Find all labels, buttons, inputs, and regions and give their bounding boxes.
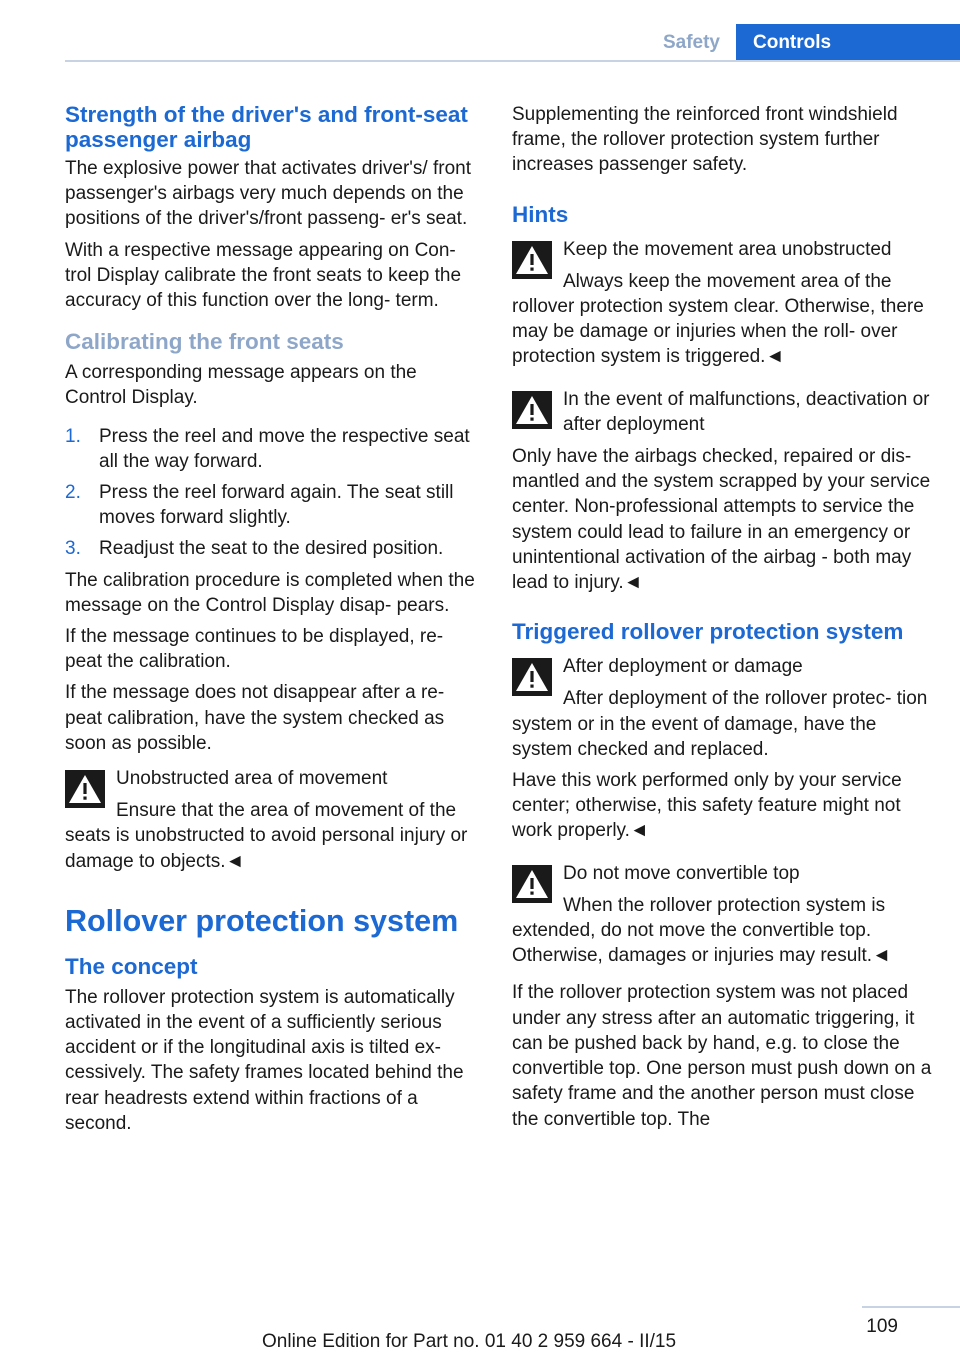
paragraph: A corresponding message appears on the Control Display. xyxy=(65,362,417,409)
warning-text: Ensure that the area of movement of the seats is unobstructed to avoid personal injury or damage to objects.◄ xyxy=(65,800,468,872)
warning-title: In the event of malfunctions, deactivation or after deployment xyxy=(563,388,930,435)
footer-divider xyxy=(862,1306,960,1308)
paragraph: With a respective message appearing on Con‐ trol Display calibrate the front seats to keep the accuracy of this function over the long- term. xyxy=(65,239,462,312)
paragraph: If the rollover protection system was not placed under any stress after an automatic triggering, it can be pushed back by hand, e.g. to close the convertible top. One person must push down on a safety frame and the another person must close the convertible top. The xyxy=(512,982,932,1130)
header-chapter-controls: Controls xyxy=(736,24,960,61)
calibration-steps xyxy=(65,424,483,562)
heading-rollover-protection: Rollover protection system xyxy=(65,903,459,938)
warning-triangle-icon xyxy=(65,770,105,808)
paragraph: The calibration procedure is completed when the message on the Control Display disap‐ pears. xyxy=(65,569,475,616)
step-text: Readjust the seat to the desired position. xyxy=(99,538,444,560)
warning-block xyxy=(512,387,932,596)
list-item xyxy=(65,480,483,530)
warning-block xyxy=(65,766,483,874)
warning-text: After deployment of the rollover protec‐ tion system or in the event of damage, have the system checked and replaced. xyxy=(512,688,928,760)
page-number: 109 xyxy=(866,1316,898,1337)
paragraph: Supplementing the reinforced front windshield frame, the rollover protection system further increases passenger safety. xyxy=(512,104,898,176)
step-number: 3. xyxy=(65,538,81,560)
edition-note: Online Edition for Part no. 01 40 2 959 664 - II/15 xyxy=(262,1331,677,1352)
right-column xyxy=(512,102,932,1138)
heading-airbag-strength: Strength of the driver's and front-seat passenger airbag xyxy=(65,102,468,152)
heading-triggered-rollover: Triggered rollover protection system xyxy=(512,619,904,645)
warning-title: Do not move convertible top xyxy=(563,862,800,884)
page-header xyxy=(0,0,960,62)
warning-title: After deployment or damage xyxy=(563,656,803,678)
paragraph: The explosive power that activates driver's/ front passenger's airbags very much depends on the positions of the driver's/front passeng‐ er's seat. xyxy=(65,158,471,230)
warning-block xyxy=(512,237,932,370)
warning-triangle-icon xyxy=(512,865,552,903)
list-item xyxy=(65,424,483,474)
step-number: 1. xyxy=(65,425,81,447)
paragraph: If the message does not disappear after a re‐ peat calibration, have the system checked as soon as possible. xyxy=(65,682,445,754)
warning-text: When the rollover protection system is extended, do not move the convertible top. Otherwise, damages or injuries may result.◄ xyxy=(512,894,891,967)
heading-hints: Hints xyxy=(512,201,569,227)
paragraph: The rollover protection system is automatically activated in the event of a sufficiently serious accident or if the longitudinal axis is tilted ex‐ cessively. The safety frames located behind the rear headrests extend within fractions of a second. xyxy=(65,986,464,1134)
left-column xyxy=(65,102,483,1142)
warning-block xyxy=(512,861,932,969)
heading-concept: The concept xyxy=(65,953,198,979)
header-divider xyxy=(65,60,960,62)
warning-text: Only have the airbags checked, repaired or dis‐ mantled and the system scrapped by your service center. Non-professional attempts to service the system could lead to failure in an emergency or unintentional activation of the airbag - both may lead to injury.◄ xyxy=(512,446,931,594)
step-text: Press the reel and move the respective seat all the way forward. xyxy=(99,425,470,472)
paragraph: Have this work performed only by your service center; otherwise, this safety feature might not work properly.◄ xyxy=(512,770,902,842)
warning-title: Keep the movement area unobstructed xyxy=(563,238,892,260)
header-section-safety: Safety xyxy=(662,32,720,53)
step-number: 2. xyxy=(65,482,81,504)
warning-block xyxy=(512,654,932,762)
step-text: Press the reel forward again. The seat still moves forward slightly. xyxy=(99,482,454,529)
warning-triangle-icon xyxy=(512,658,552,696)
warning-triangle-icon xyxy=(512,241,552,279)
heading-calibrating-seats: Calibrating the front seats xyxy=(65,329,344,355)
list-item xyxy=(65,536,483,561)
warning-triangle-icon xyxy=(512,391,552,429)
warning-text: Always keep the movement area of the rollover protection system clear. Otherwise, there may be damage or injuries when the roll‐ over protection system is triggered.◄ xyxy=(512,270,924,368)
paragraph: If the message continues to be displayed, re‐ peat the calibration. xyxy=(65,626,444,673)
warning-title: Unobstructed area of movement xyxy=(116,768,388,790)
